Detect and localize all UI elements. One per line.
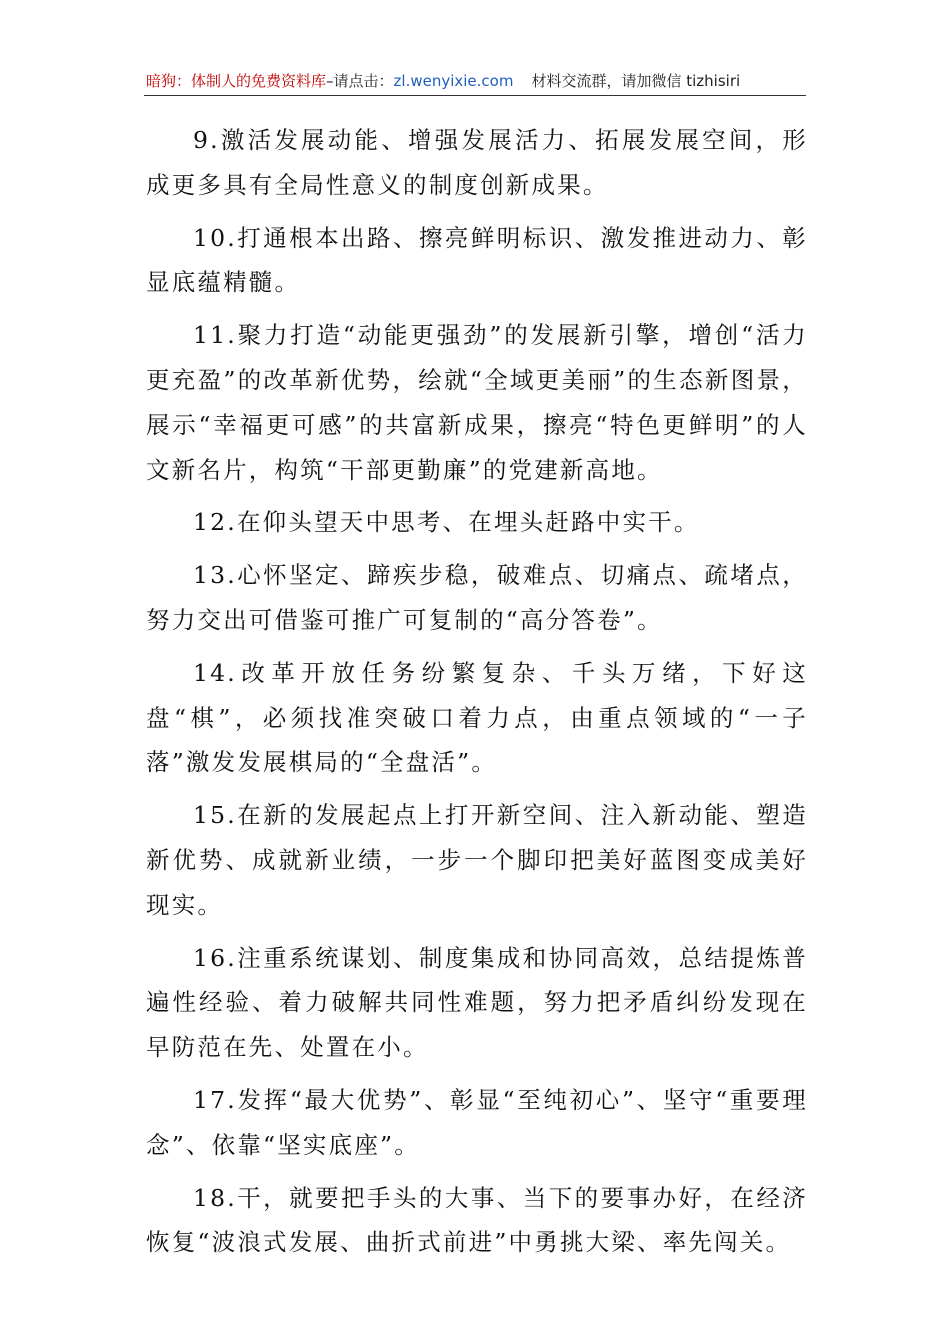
page-header — [146, 68, 806, 94]
header-brand: 暗狗：体制人的免费资料库 — [146, 72, 327, 90]
paragraph-9: 9.激活发展动能、增强发展活力、拓展发展空间，形成更多具有全局性意义的制度创新成果。 — [146, 126, 808, 199]
document-body — [146, 118, 808, 1273]
paragraph-11: 11.聚力打造“动能更强劲”的发展新引擎，增创“活力更充盈”的改革新优势，绘就“全域更美丽”的生态新图景，展示“幸福更可感”的共富新成果，擦亮“特色更鲜明”的人文新名片，构筑“干部更勤廉”的党建新高地。 — [146, 321, 808, 484]
paragraph-10: 10.打通根本出路、擦亮鲜明标识、激发推进动力、彰显底蕴精髓。 — [146, 223, 808, 297]
paragraph-13: 13.心怀坚定、蹄疾步稳，破难点、切痛点、疏堵点，努力交出可借鉴可推广可复制的“高分答卷”。 — [146, 561, 808, 634]
paragraph-16: 16.注重系统谋划、制度集成和协同高效，总结提炼普遍性经验、着力破解共同性难题，努力把矛盾纠纷发现在早防范在先、处置在小。 — [146, 943, 808, 1062]
header-click-prefix: –请点击： — [326, 72, 394, 90]
paragraph-12: 12.在仰头望天中思考、在埋头赶路中实干。 — [193, 508, 700, 537]
header-url-link[interactable]: zl.wenyixie.com — [393, 72, 514, 90]
paragraph-17: 17.发挥“最大优势”、彰显“至纯初心”、坚守“重要理念”、依靠“坚实底座”。 — [146, 1085, 808, 1159]
paragraph-14: 14.改革开放任务纷繁复杂、千头万绪，下好这盘“棋”，必须找准突破口着力点，由重点领域的“一子落”激发发展棋局的“全盘活”。 — [146, 658, 808, 777]
paragraph-18: 18.干，就要把手头的大事、当下的要事办好，在经济恢复“波浪式发展、曲折式前进”中勇挑大梁、率先闯关。 — [146, 1183, 808, 1257]
header-group-text: 材料交流群，请加微信 tizhisiri — [531, 72, 741, 90]
header-divider — [144, 95, 806, 96]
paragraph-15: 15.在新的发展起点上打开新空间、注入新动能、塑造新优势、成就新业绩，一步一个脚印把美好蓝图变成美好现实。 — [146, 801, 808, 919]
